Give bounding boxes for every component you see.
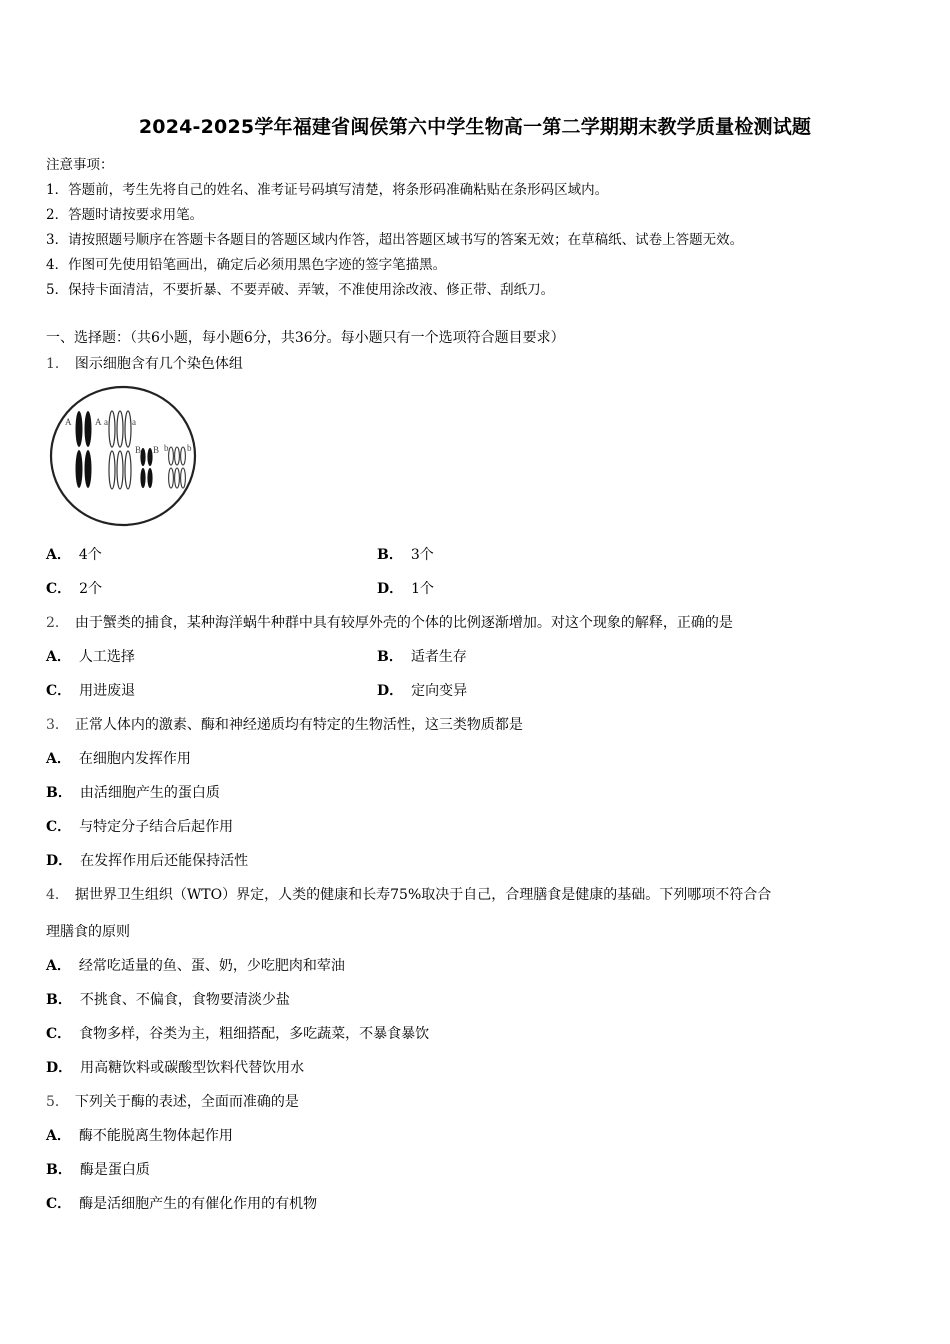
option-5b[interactable]: [46, 1159, 150, 1179]
option-text: 在发挥作用后还能保持活性: [80, 853, 249, 869]
label-b: b: [164, 443, 169, 453]
notice-item: 3．请按照题号顺序在答题卡各题目的答题区域内作答，超出答题区域书写的答案无效；在草稿纸、试卷上答题无效。: [46, 232, 744, 248]
question-number: 2．: [46, 615, 69, 631]
option-label: A．: [46, 1128, 71, 1144]
option-3b[interactable]: [46, 782, 220, 802]
exam-title: 2024-2025学年福建省闽侯第六中学生物高一第二学期期末教学质量检测试题: [138, 116, 812, 138]
option-label: B．: [46, 1162, 72, 1178]
option-5a[interactable]: [46, 1125, 233, 1145]
option-text: 在细胞内发挥作用: [78, 751, 191, 767]
option-label: A．: [46, 751, 71, 767]
option-text: 用高糖饮料或碳酸型饮料代替饮用水: [80, 1060, 305, 1076]
question-stem: 图示细胞含有几个染色体组: [74, 356, 243, 372]
chromosome-B-black: [140, 448, 152, 488]
label-A: A: [65, 417, 72, 427]
option-text: 人工选择: [78, 649, 135, 665]
chromosome-b-outline: [169, 447, 186, 488]
option-text: 1个: [411, 581, 435, 597]
option-label: C．: [46, 819, 72, 835]
question-stem: 由于蟹类的捕食，某种海洋蜗牛种群中具有较厚外壳的个体的比例逐渐增加。对这个现象的解释，正确的是: [74, 615, 733, 631]
option-label: B．: [377, 547, 403, 563]
option-4c[interactable]: [46, 1023, 429, 1043]
option-label: D．: [377, 581, 404, 597]
option-text: 酶不能脱离生物体起作用: [78, 1128, 233, 1144]
option-text: 2个: [79, 581, 103, 597]
label-a: a: [104, 417, 108, 427]
question-number: 3．: [46, 717, 69, 733]
question-5: [46, 1091, 299, 1111]
option-2a[interactable]: [46, 646, 135, 666]
question-4: [46, 884, 771, 904]
option-text: 经常吃适量的鱼、蛋、奶，少吃肥肉和荤油: [78, 958, 345, 974]
option-label: B．: [377, 649, 403, 665]
option-1b[interactable]: [377, 544, 434, 564]
question-1: [46, 353, 243, 373]
option-text: 食物多样，谷类为主，粗细搭配，多吃蔬菜，不暴食暴饮: [79, 1026, 430, 1042]
notice-item: 4．作图可先使用铅笔画出，确定后必须用黑色字迹的签字笔描黑。: [46, 257, 447, 273]
section-heading: 一、选择题：（共6小题，每小题6分，共36分。每小题只有一个选项符合题目要求）: [46, 330, 565, 346]
option-label: C．: [46, 683, 72, 699]
option-text: 4个: [78, 547, 102, 563]
chromosome-cell-figure: [48, 383, 200, 529]
question-4-continued: 理膳食的原则: [46, 924, 130, 940]
option-2d[interactable]: [377, 680, 467, 700]
question-stem: 正常人体内的激素、酶和神经递质均有特定的生物活性，这三类物质都是: [74, 717, 523, 733]
notice-item: 1．答题前，考生先将自己的姓名、准考证号码填写清楚，将条形码准确粘贴在条形码区域内。: [46, 182, 609, 198]
option-3c[interactable]: [46, 816, 233, 836]
option-2c[interactable]: [46, 680, 135, 700]
option-4b[interactable]: [46, 989, 290, 1009]
option-label: D．: [46, 1060, 73, 1076]
option-label: A．: [46, 547, 71, 563]
option-3a[interactable]: [46, 748, 191, 768]
option-text: 酶是活细胞产生的有催化作用的有机物: [79, 1196, 318, 1212]
option-text: 由活细胞产生的蛋白质: [79, 785, 220, 801]
option-text: 与特定分子结合后起作用: [79, 819, 234, 835]
label-B: B: [135, 445, 142, 455]
label-B: B: [153, 445, 160, 455]
option-label: D．: [46, 853, 73, 869]
option-2b[interactable]: [377, 646, 467, 666]
option-text: 3个: [410, 547, 434, 563]
option-text: 不挑食、不偏食，食物要清淡少盐: [79, 992, 290, 1008]
option-label: C．: [46, 1026, 72, 1042]
option-4d[interactable]: [46, 1057, 304, 1077]
option-label: C．: [46, 1196, 72, 1212]
question-number: 5．: [46, 1094, 69, 1110]
option-1d[interactable]: [377, 578, 434, 598]
option-label: B．: [46, 785, 72, 801]
option-text: 定向变异: [411, 683, 468, 699]
question-stem: 据世界卫生组织（WTO）界定，人类的健康和长寿75%取决于自己，合理膳食是健康的基础。下列哪项不符合合: [74, 887, 772, 903]
option-label: D．: [377, 683, 404, 699]
option-5c[interactable]: [46, 1193, 317, 1213]
option-label: A．: [46, 958, 71, 974]
question-3: [46, 714, 523, 734]
notice-item: 5．保持卡面清洁，不要折暴、不要弄破、弄皱，不准使用涂改液、修正带、刮纸刀。: [46, 282, 555, 298]
question-stem: 下列关于酶的表述，全面而准确的是: [74, 1094, 299, 1110]
option-text: 酶是蛋白质: [79, 1162, 150, 1178]
question-2: [46, 612, 733, 632]
option-3d[interactable]: [46, 850, 248, 870]
chromosome-a-outline: [109, 411, 131, 489]
option-1c[interactable]: [46, 578, 102, 598]
option-1a[interactable]: [46, 544, 102, 564]
option-4a[interactable]: [46, 955, 345, 975]
option-label: A．: [46, 649, 71, 665]
question-number: 1．: [46, 356, 69, 372]
notice-item: 2．答题时请按要求用笔。: [46, 207, 204, 223]
label-a: a: [132, 417, 136, 427]
option-text: 用进废退: [79, 683, 136, 699]
option-label: B．: [46, 992, 72, 1008]
option-text: 适者生存: [410, 649, 467, 665]
label-A: A: [95, 417, 102, 427]
notice-heading: 注意事项：: [46, 157, 114, 173]
label-b: b: [187, 443, 192, 453]
option-label: C．: [46, 581, 72, 597]
question-number: 4．: [46, 887, 69, 903]
chromosome-A-black: [76, 411, 92, 488]
